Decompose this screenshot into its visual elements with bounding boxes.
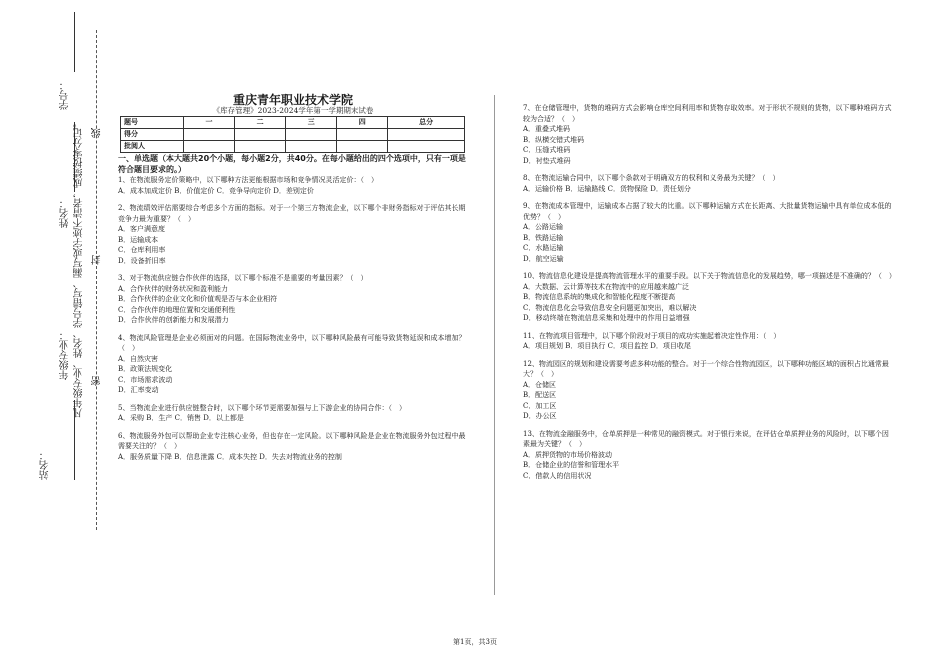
question-option: B．物流信息系统的集成化和智能化程度不断提高 (523, 293, 676, 301)
question-option: D．汇率变动 (118, 386, 159, 394)
question-option: A．仓储区 (523, 380, 557, 389)
question-stem: 4、物流风险管理是企业必须面对的问题。在国际物流业务中，以下哪种风险最有可能导致货物延误和成本增加？（ ） (118, 333, 466, 352)
score-row-label: 得分 (121, 129, 184, 141)
question-option: B．仓储企业的信誉和管理水平 (523, 461, 620, 469)
question-option: C．市场需求波动 (118, 375, 173, 384)
question-option: A．成本加成定价 B．价值定价 C．竞争导向定价 D．差别定价 (118, 186, 314, 195)
score-col-3: 三 (286, 117, 337, 129)
question-option: C．仓库利用率 (118, 246, 166, 254)
question-option: A．服务质量下降 B．信息泄露 C．成本失控 D．失去对物流业务的控制 (118, 452, 342, 461)
question-stem: 6、物流服务外包可以帮助企业专注核心业务，但也存在一定风险。以下哪种风险是企业在物流服务外包过程中最需要关注的？（ ） (118, 431, 466, 450)
right-question-list (523, 103, 896, 481)
question-item (523, 103, 893, 166)
school-underline (74, 400, 75, 480)
score-col-1: 一 (184, 117, 235, 129)
score-table (120, 116, 465, 153)
question-item (118, 203, 468, 266)
question-option: A．自然灾害 (118, 354, 159, 363)
question-item (118, 403, 468, 424)
exam-notice: 凡年级专业、姓名、学号错写、漏写或字迹不清者，成绩按零分记。 (74, 118, 85, 418)
right-column (523, 103, 896, 481)
score-row (121, 129, 465, 141)
question-option: B．运输成本 (118, 235, 159, 244)
question-stem: 1、在物流服务定价策略中，以下哪种方法更能根据市场和竞争情况灵活定价：（ ） (118, 176, 378, 184)
question-option: A．采购 B．生产 C．销售 D．以上都是 (118, 414, 244, 422)
question-option: B．纵横交错式堆码 (523, 135, 585, 144)
question-option: C．借款人的信用状况 (523, 471, 592, 480)
question-stem: 3、对于物流供应链合作伙伴的选择，以下哪个标准不是重要的考量因素？（ ） (118, 274, 368, 282)
question-item (523, 201, 893, 264)
question-option: C．加工区 (523, 401, 557, 410)
question-stem: 5、当物流企业进行供应链整合时，以下哪个环节更需要加强与上下游企业的协同合作：（ ） (118, 403, 406, 412)
section-1-title: 一、单选题（本大题共20个小题，每小题2分，共40分。在每小题给出的四个选项中，只有一项是符合题目要求的。） (118, 154, 466, 174)
question-item (523, 331, 893, 352)
reviewer-row (121, 141, 465, 153)
score-table-header (121, 117, 465, 129)
school-title: 重庆青年职业技术学院 (232, 93, 353, 107)
question-option: C．压缝式堆码 (523, 146, 571, 154)
page-footer: 第1页，共3页 (453, 638, 497, 646)
question-option: A．大数据、云计算等技术在物流中的应用越来越广泛 (523, 282, 690, 291)
score-col-4: 四 (337, 117, 388, 129)
reviewer-row-label: 批阅人 (121, 141, 184, 153)
question-item (118, 333, 468, 396)
question-item (523, 359, 893, 422)
question-stem: 10、物流信息化建设是提高物流管理水平的重要手段。以下关于物流信息化的发展趋势，哪一项描述是不准确的？（ ） (523, 272, 896, 280)
question-option: B．铁路运输 (523, 233, 564, 242)
question-stem: 8、在物流运输合同中，以下哪个条款对于明确双方的权利和义务最为关键？（ ） (523, 174, 780, 182)
question-option: C．物流信息化会导致信息安全问题更加突出，难以解决 (523, 303, 697, 312)
exam-title: 《库存管理》2023-2024学年第一学期期末试卷 (212, 105, 374, 115)
question-option: A．项目规划 B．项目执行 C．项目监控 D．项目收尾 (523, 342, 691, 350)
question-stem: 7、在仓储管理中，货物的堆码方式会影响仓库空间利用率和货物存取效率。对于形状不规则的货物，以下哪种堆码方式较为合适？（ ） (523, 104, 892, 123)
score-col-label: 题号 (121, 117, 184, 129)
question-option: D．衬垫式堆码 (523, 156, 571, 165)
question-option: D．移动终端在物流信息采集和处理中的作用日益增强 (523, 314, 690, 322)
question-item (118, 175, 468, 196)
question-item (523, 173, 893, 194)
question-item (118, 273, 468, 326)
question-stem: 2、物流绩效评估需要综合考虑多个方面的指标。对于一个第三方物流企业，以下哪个非财务指标对于评估其长期竞争力最为重要？（ ） (118, 204, 466, 223)
left-column (118, 95, 468, 462)
left-question-list (118, 175, 468, 462)
question-item (523, 429, 893, 482)
question-option: B．政策法规变化 (118, 365, 173, 373)
student-id-label: 学号： (60, 80, 71, 110)
school-label: 站名： (40, 450, 51, 480)
question-option: C．合作伙伴的地理位置和交通便利性 (118, 305, 236, 314)
question-option: D．设备折旧率 (118, 256, 166, 265)
question-item (118, 431, 468, 463)
binding-sealed-label: 密 (92, 376, 103, 386)
question-option: A．合作伙伴的财务状况和盈利能力 (118, 284, 229, 293)
student-id-underline (74, 12, 75, 72)
column-divider (494, 95, 495, 595)
binding-margin (0, 0, 110, 672)
question-stem: 12、物流园区的规划和建设需要考虑多种功能的整合。对于一个综合性物流园区，以下哪种功能区域的面积占比通常最大？（ ） (523, 359, 889, 378)
question-option: D．办公区 (523, 412, 557, 420)
binding-dash-line (96, 30, 97, 530)
question-option: A．运输价格 B．运输路线 C．货物保险 D．责任划分 (523, 184, 691, 193)
question-item (523, 271, 896, 324)
binding-line-label: 线 (92, 128, 103, 138)
question-option: C．水路运输 (523, 244, 564, 252)
binding-seal-label: 封 (92, 255, 103, 265)
question-option: D．航空运输 (523, 254, 564, 263)
question-option: B．合作伙伴的企业文化和价值观是否与本企业相符 (118, 295, 278, 303)
question-stem: 11、在物流项目管理中，以下哪个阶段对于项目的成功实施起着决定性作用：（ ） (523, 331, 781, 340)
question-stem: 13、在物流金融服务中，仓单质押是一种常见的融资模式。对于银行来说，在评估仓单质押业务的风险时，以下哪个因素最为关键？（ ） (523, 429, 889, 448)
question-stem: 9、在物流成本管理中，运输成本占据了较大的比重。以下哪种运输方式在长距离、大批量货物运输中具有单位成本低的优势？（ ） (523, 202, 892, 221)
question-option: A．客户满意度 (118, 225, 166, 233)
question-option: B．配送区 (523, 391, 557, 399)
question-option: A．质押货物的市场价格波动 (523, 450, 613, 459)
question-option: A．重叠式堆码 (523, 125, 571, 133)
score-col-total: 总分 (388, 117, 465, 129)
question-option: D．合作伙伴的创新能力和发展潜力 (118, 316, 229, 324)
question-option: A．公路运输 (523, 223, 564, 231)
score-col-2: 二 (235, 117, 286, 129)
grade-major-label: 年级专业： (60, 330, 71, 380)
name-label: 姓名： (60, 198, 71, 228)
